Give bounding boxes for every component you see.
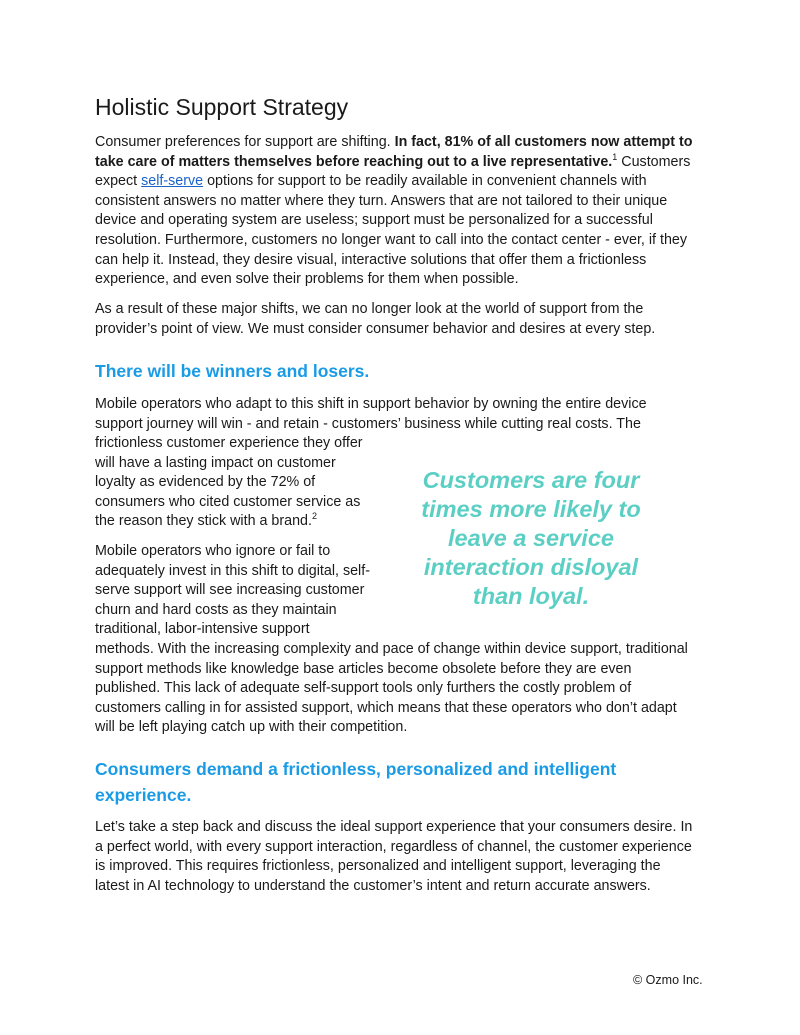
section-heading-winners: There will be winners and losers. xyxy=(95,361,370,381)
footnote-ref-1: 1 xyxy=(612,151,618,162)
page-title: Holistic Support Strategy xyxy=(95,94,349,120)
intro-text-1: Consumer preferences for support are shifting. xyxy=(95,134,395,150)
section-heading-consumers: Consumers demand a frictionless, personalized and intelligent experience. xyxy=(95,759,617,805)
intro-text-2: Customers expect xyxy=(95,153,691,190)
pull-quote: Customers are four times more likely to leave a service interaction disloyal than loyal. xyxy=(421,467,641,609)
losers-paragraph: Mobile operators who ignore or fail to adequately invest in this shift to digital, self-serve support will see increasing customer churn and hard costs as they maintain traditional, labor-intensive support xyxy=(95,543,370,638)
intro-text-3: options for support to be readily available in convenient channels with consistent answers no matter where they turn. Answers that are not tailored to their unique device and operating system are useless; support must be personalized for a successful resolution. Furthermore, customers no longer want to call into the contact center - ever, if they can help it. Instead, they desire visual, interactive solutions that offer them a frictionless experience, and even solve their problems for them when possible. xyxy=(95,173,688,288)
self-serve-link[interactable]: self-serve xyxy=(141,173,204,190)
copyright-footer: © Ozmo Inc. xyxy=(633,973,703,987)
intro-bold-statement: In fact, 81% of all customers now attempt to take care of matters themselves before reaching out to a live representative. xyxy=(95,134,693,170)
losers-paragraph-continued: methods. With the increasing complexity and pace of change within device support, traditional support methods like knowledge base articles become obsolete before they are even published. This lack of adequate self-support tools only furthers the costly problem of customers calling in for assisted support, which means that these operators who don’t adapt will be left playing catch up with their competition. xyxy=(95,641,688,736)
winners-paragraph-column xyxy=(95,434,371,532)
ideal-experience-paragraph: Let’s take a step back and discuss the ideal support experience that your consumers desire. In a perfect world, with every support interaction, regardless of channel, the customer experience is improved. This requires frictionless, personalized and intelligent support, leveraging the latest in AI technology to understand the customer’s intent and return accurate answers. xyxy=(95,819,693,894)
footnote-ref-2: 2 xyxy=(311,511,317,522)
shift-paragraph: As a result of these major shifts, we can no longer look at the world of support from the provider’s point of view. We must consider consumer behavior and desires at every step. xyxy=(95,301,656,337)
winners-paragraph-lead: Mobile operators who adapt to this shift in support behavior by owning the entire device support journey will win - and retain - customers’ business while cutting real costs. The xyxy=(95,396,647,432)
intro-paragraph xyxy=(95,133,695,290)
winners-column-text: frictionless customer experience they offer will have a lasting impact on customer loyalty as evidenced by the 72% of consumers who cited customer service as the reason they stick with a brand. xyxy=(95,435,363,530)
